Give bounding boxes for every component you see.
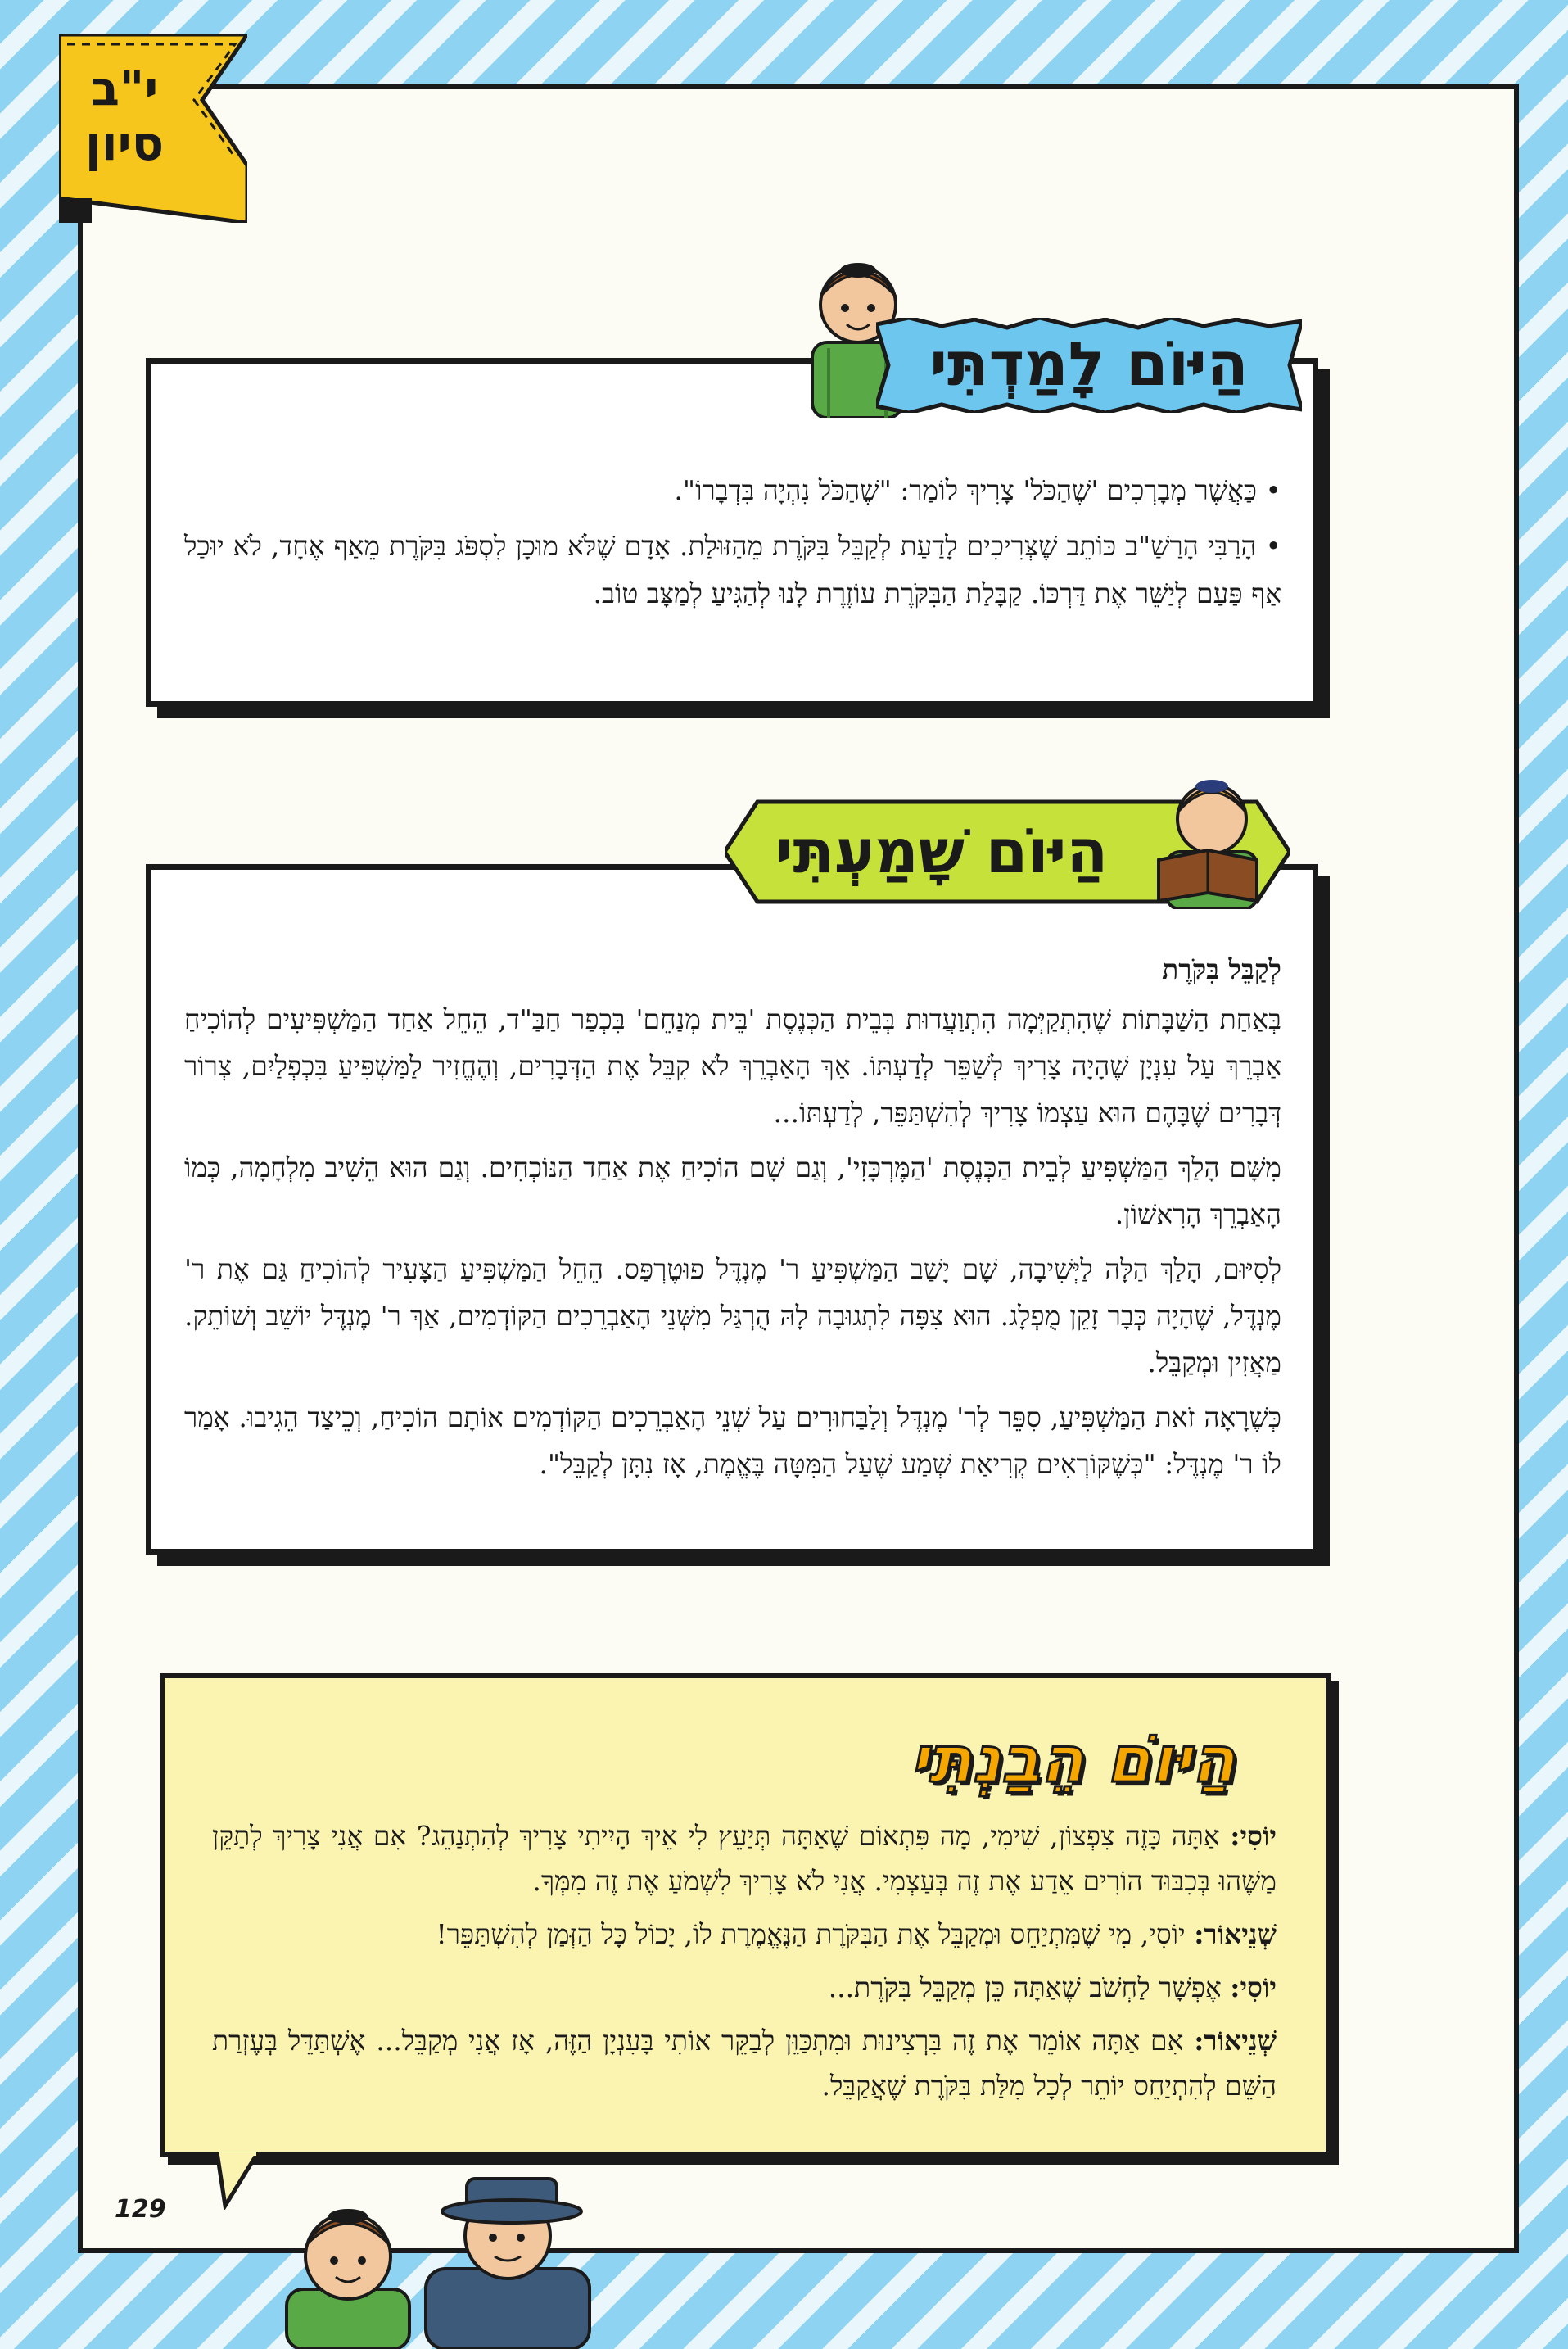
date-month: סיון [84,115,165,171]
understood-title: הַיּוֹם הֵבַנְתִּי [910,1723,1236,1797]
story-paragraph: כְּשֶׁרָאָה זֹאת הַמַּשְׁפִּיעַ, סִפֵּר לְר' מֶנְדֶּל וְלַבַּחוּרִים עַל שְׁנֵי הָאַבְרֵכִים הַקּוֹדְמִים אוֹתָם הוֹכִיחַ, וְכֵיצַד הֵגִיבוּ. אָמַר לוֹ ר' מֶנְדֶּל: "כְּשֶׁקּוֹרְאִים קְרִיאַת שְׁמַע שֶׁעַל הַמִּטָּה בֶּאֱמֶת, אָז נִתָּן לְקַבֵּל". [184,1401,1281,1480]
date-label [59,34,190,198]
speech-bubble [160,1673,1331,2157]
story-paragraph: בְּאַחַת הַשַּׁבָּתוֹת שֶׁהִתְקַיְּמָה הִתְוַעֲדוּת בְּבֵית הַכְּנֶסֶת 'בֵּית מְנַחֵם' בִּכְפַר חַבַּ"ד, הֵחֵל אַחַד הַמַּשְׁפִּיעִים לְהוֹכִיחַ אַבְרֵךְ עַל עִנְיָן שֶׁהָיָה צָרִיךְ לְשַׁפֵּר לְדַעְתּוֹ. אַךְ הָאַבְרֵךְ לֹא קִבֵּל אֶת הַדְּבָרִים, וְהֶחֱזִיר לַמַּשְׁפִּיעַ בִּכְפְלַיִם, צְרוֹר דְּבָרִים שֶׁבָּהֶם הוּא עַצְמוֹ צָרִיךְ לְהִשְׁתַּפֵּר, לְדַעְתּוֹ... [184,1003,1281,1129]
speech-tail-icon [217,2152,266,2210]
learned-bullet: • הָרַבִּי הָרַשַׁ"ב כּוֹתֵב שֶׁצְּרִיכִים לָדַעַת לְקַבֵּל בִּקֹּרֶת מֵהַזּוּלַת. אָדָם שֶׁלֹּא מוּכָן לִסְפֹּג בִּקֹּרֶת מֵאַף אֶחָד, לֹא יוּכַל אַף פַּעַם לְיַשֵּׁר אֶת דַּרְכּוֹ. קַבָּלַת הַבִּקֹּרֶת עוֹזֶרֶת לָנוּ לְהַגִּיעַ לְמַצָּב טוֹב. [184,523,1281,618]
heard-title: הַיּוֹם שָׁמַעְתִּי [775,817,1109,887]
dialog-text: אִם אַתָּה אוֹמֵר אֶת זֶה בִּרְצִינוּת וּמִתְכַּוֵּן לְבַקֵּר אוֹתִי בָּעִנְיָן הַזֶּה, אָז אֲנִי מְקַבֵּל... אֶשְׁתַּדֵּל בְּעֶזְרַת הַשֵּׁם לְהִתְיַחֵס יוֹתֵר לְכָל מִלַּת בִּקֹּרֶת שֶׁאֲקַבֵּל. [212,2025,1277,2102]
learned-content [184,467,1281,626]
story-paragraph: מִשָּׁם הָלַךְ הַמַּשְׁפִּיעַ לְבֵית הַכְּנֶסֶת 'הַמֶּרְכָּזִי', וְגַם שָׁם הוֹכִיחַ אֶת אַחַד הַנּוֹכְחִים. וְגַם הוּא הֵשִׁיב מִלְחָמָה, כְּמוֹ הָאַבְרֵךְ הָרִאשׁוֹן. [184,1152,1281,1230]
learned-title: הַיּוֹם לָמַדְתִּי [929,329,1249,400]
speaker-name: יוֹסִי: [1230,1820,1277,1852]
characters-illustration [270,2146,614,2349]
speaker-name: יוֹסִי: [1230,1971,1277,2003]
reading-boy-icon [1134,762,1281,909]
dialog-line [212,2018,1277,2108]
dialog-text: יוֹסִי, מִי שֶׁמִּתְיַחֵס וּמְקַבֵּל אֶת הַבִּקֹּרֶת הַנֶּאֱמֶרֶת לוֹ, יָכוֹל כָּל הַזְּמַן לְהִשְׁתַּפֵּר! [436,1918,1186,1950]
speaker-name: שְׁנֵיאוֹר: [1194,1918,1277,1950]
page-number: 129 [115,2195,166,2224]
date-day: י"ב [90,61,159,117]
speaker-name: שְׁנֵיאוֹר: [1194,2025,1277,2057]
dialog [212,1813,1277,2116]
learned-bullet: • כַּאֲשֶׁר מְבָרְכִים 'שֶׁהַכֹּל' צָרִיךְ לוֹמַר: "שֶׁהַכֹּל נִהְיָה בִּדְבָרוֹ". [184,467,1281,514]
dialog-line [212,1965,1277,2010]
dialog-line [212,1912,1277,1957]
story-paragraph: לְסִיּוּם, הָלַךְ הַלָּה לַיְּשִׁיבָה, שָׁם יָשַׁב הַמַּשְׁפִּיעַ ר' מֶנְדֶּל פוּטֶרְפַּס. הֵחֵל הַמַּשְׁפִּיעַ הַצָּעִיר לְהוֹכִיחַ גַּם אֶת ר' מֶנְדֶּל, שֶׁהָיָה כְּבָר זָקֵן מֻפְלָג. הוּא צִפָּה לִתְגוּבָה לָהּ הֻרְגַּל מִשְּׁנֵי הָאַבְרֵכִים הַקּוֹדְמִים, אַךְ ר' מֶנְדֶּל יוֹשֵׁב וְשׁוֹתֵק. מַאֲזִין וּמְקַבֵּל. [184,1253,1281,1378]
story-title: לְקַבֵּל בִּקֹּרֶת [1162,953,1281,985]
dialog-text: אֶפְשָׁר לַחְשֹׁב שֶׁאַתָּה כֵּן מְקַבֵּל בִּקֹּרֶת... [828,1971,1222,2003]
heard-content [184,946,1281,1496]
dialog-text: אַתָּה כָּזֶה צִפְצוֹן, שִׁימִי, מָה פִּתְאוֹם שֶׁאַתָּה תְּיַעֵץ לִי אֵיךְ הָיִיתִי צָרִיךְ לְהִתְנַהֵג? אִם אֲנִי צָרִיךְ לְתַקֵּן מַשֶּׁהוּ בְּכִבּוּד הוֹרִים אֵדַע אֶת זֶה בְּעַצְמִי. אֲנִי לֹא צָרִיךְ לִשְׁמֹעַ אֶת זֶה מִמְּךָ. [212,1820,1277,1897]
dialog-line [212,1813,1277,1903]
